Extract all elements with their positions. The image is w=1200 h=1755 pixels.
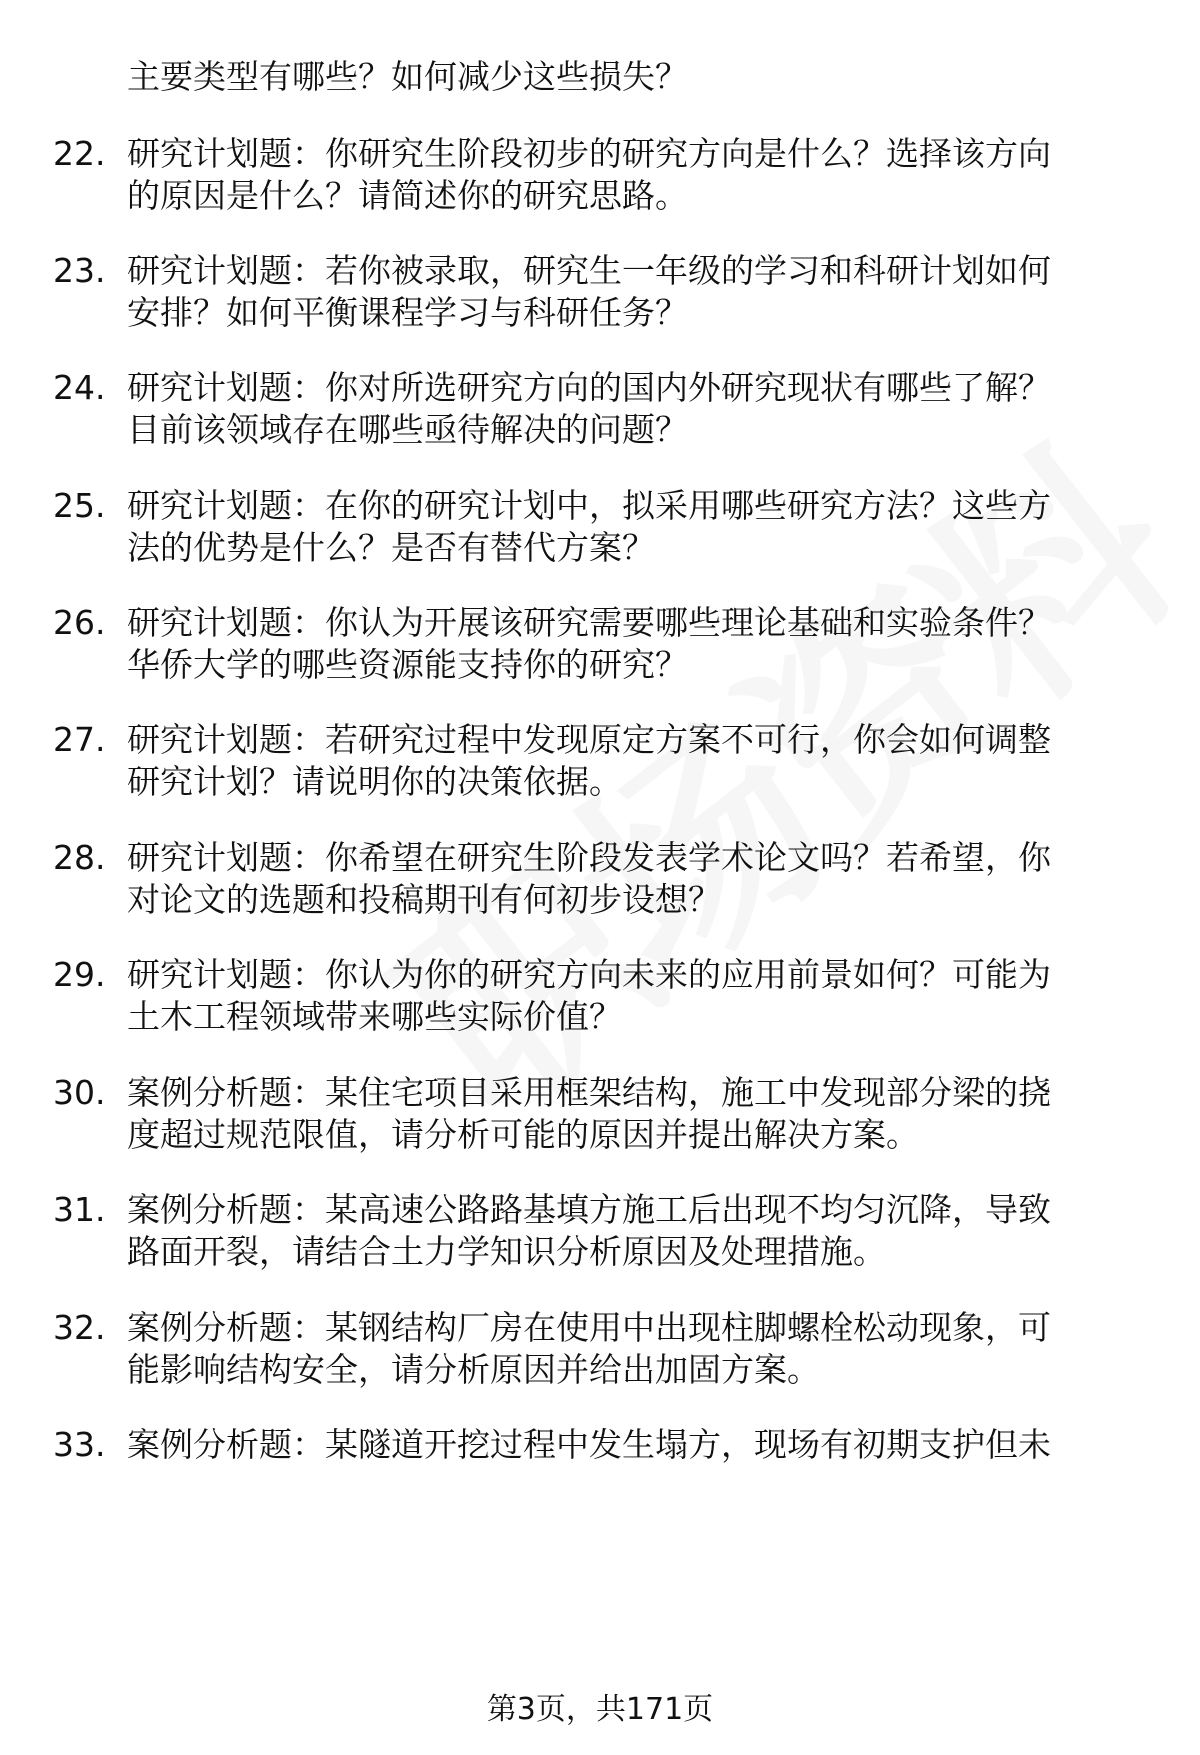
question-line-2: 路面开裂，请结合土力学知识分析原因及处理措施。: [127, 1232, 886, 1271]
question-number: 24.: [53, 368, 106, 407]
question-line-1: 研究计划题：你认为你的研究方向未来的应用前景如何？可能为: [127, 955, 1051, 994]
question-number: 28.: [53, 838, 106, 877]
question-line-2: 对论文的选题和投稿期刊有何初步设想？: [127, 880, 721, 919]
question-line-2: 的原因是什么？请简述你的研究思路。: [127, 176, 688, 215]
question-line-1: 研究计划题：在你的研究计划中，拟采用哪些研究方法？这些方: [127, 486, 1051, 525]
question-line-1: 研究计划题：你希望在研究生阶段发表学术论文吗？若希望，你: [127, 838, 1051, 877]
page-footer: 第3页，共171页: [486, 1692, 714, 1727]
question-number: 33.: [53, 1425, 106, 1464]
question-number: 31.: [53, 1190, 106, 1229]
question-line-1: 案例分析题：某隧道开挖过程中发生塌方，现场有初期支护但未: [127, 1425, 1051, 1464]
question-line-2: 法的优势是什么？是否有替代方案？: [127, 528, 655, 567]
question-number: 26.: [53, 603, 106, 642]
question-line-1: 案例分析题：某高速公路路基填方施工后出现不均匀沉降，导致: [127, 1190, 1051, 1229]
question-line-1: 研究计划题：若研究过程中发现原定方案不可行，你会如何调整: [127, 720, 1051, 759]
question-line-2: 土木工程领域带来哪些实际价值？: [127, 997, 622, 1036]
question-line-1: 研究计划题：你研究生阶段初步的研究方向是什么？选择该方向: [127, 134, 1051, 173]
question-number: 32.: [53, 1308, 106, 1347]
question-line-1: 研究计划题：你认为开展该研究需要哪些理论基础和实验条件？: [127, 603, 1051, 642]
question-line-2: 度超过规范限值，请分析可能的原因并提出解决方案。: [127, 1115, 919, 1154]
question-number: 22.: [53, 134, 106, 173]
question-number: 27.: [53, 720, 106, 759]
question-line-2: 研究计划？请说明你的决策依据。: [127, 762, 622, 801]
question-line-2: 能影响结构安全，请分析原因并给出加固方案。: [127, 1350, 820, 1389]
question-line-1: 案例分析题：某钢结构厂房在使用中出现柱脚螺栓松动现象，可: [127, 1308, 1051, 1347]
question-number: 23.: [53, 251, 106, 290]
question-number: 30.: [53, 1073, 106, 1112]
question-line-2: 目前该领域存在哪些亟待解决的问题？: [127, 410, 688, 449]
question-line-1: 研究计划题：若你被录取，研究生一年级的学习和科研计划如何: [127, 251, 1051, 290]
question-line-1: 案例分析题：某住宅项目采用框架结构，施工中发现部分梁的挠: [127, 1073, 1051, 1112]
question-line-2: 安排？如何平衡课程学习与科研任务？: [127, 293, 688, 332]
question-number: 25.: [53, 486, 106, 525]
continuation-line: 主要类型有哪些？如何减少这些损失？: [127, 57, 688, 96]
question-line-1: 研究计划题：你对所选研究方向的国内外研究现状有哪些了解？: [127, 368, 1051, 407]
question-line-2: 华侨大学的哪些资源能支持你的研究？: [127, 645, 688, 684]
question-number: 29.: [53, 955, 106, 994]
